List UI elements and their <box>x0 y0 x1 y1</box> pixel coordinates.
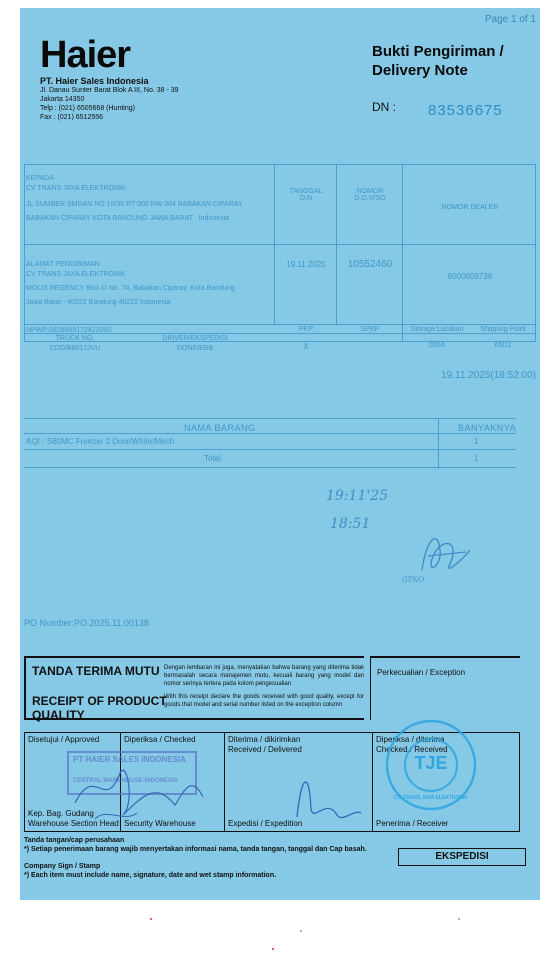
stamp-company: PT HAIER SALES INDONESIA <box>73 755 186 764</box>
total-qty: 1 <box>474 454 479 463</box>
note-id: *) Setiap penerimaan barang wajib menyertakan informasi nama, tanda tangan, tanggal dan Cap basah. <box>24 846 367 853</box>
handwritten-time: 18:51 <box>330 516 371 532</box>
pkp-mark: X <box>303 342 309 351</box>
col-banyaknya: BANYAKNYA <box>458 423 517 433</box>
signature-table <box>24 732 520 832</box>
ekspedisi-label: EKSPEDISI <box>398 848 526 866</box>
customer-address: JL SUMBER SMDAN NO 10/36 RT 006 RW 004 BABAKAN CIPARAY <box>26 201 243 208</box>
divider <box>24 244 536 245</box>
exception-label: Perkecualian / Exception <box>377 668 466 677</box>
divider <box>24 449 516 450</box>
delivered-label: Diterima / dikirimkan Received / Delivered <box>228 735 302 754</box>
title-en: Delivery Note <box>372 62 468 79</box>
driver-name: DONE/EBB <box>176 345 214 352</box>
address-line: Jakarta 14350 <box>40 96 85 103</box>
fax-line: Fax : (021) 6512556 <box>40 114 104 121</box>
customer-country: Indonesia <box>198 215 230 222</box>
stamp-warehouse: CENTRAL WAREHOUSE-INDONESIA <box>73 778 178 784</box>
shipping-header: Shipping Point <box>480 326 526 333</box>
handwritten-date: 19:11'25 <box>326 488 389 504</box>
shipping-value: 65D1 <box>494 342 512 349</box>
storage-header: Storage Location <box>410 326 464 333</box>
scan-margin <box>0 900 540 960</box>
scan-speck <box>150 918 152 920</box>
note-en: *) Each item must include name, signature, date and wet stamp information. <box>24 872 277 879</box>
security-label: Security Warehouse <box>124 819 196 828</box>
print-timestamp: 19.11.2025(18:52:00) <box>441 370 536 381</box>
stamp-tje: TJE <box>414 753 448 773</box>
ship-name: CV TRANS JAYA ELEKTRONIK <box>26 271 126 278</box>
ship-address: Jawa Barat - 40222 Bandung 40222 Indonesia <box>26 299 171 306</box>
exception-box <box>370 656 520 720</box>
receiver-label: Penerima / Receiver <box>376 819 449 828</box>
col-nama-barang: NAMA BARANG <box>184 423 256 433</box>
dn-number: 83536675 <box>428 102 503 119</box>
po-number: PO Number:PO.2025.11.00138 <box>24 618 149 628</box>
item-name: AQI - S60MC Freezer 2 Door/White/Mech <box>26 437 175 446</box>
expedition-signature <box>287 757 367 827</box>
delivery-note-paper <box>20 8 540 900</box>
total-label: Total <box>204 454 221 463</box>
dealer-header: NOMOR DEALER <box>441 204 499 211</box>
company-address <box>40 86 179 122</box>
signature-name: GTNO <box>402 576 425 584</box>
customer-city: BABAKAN CIPARAY KOTA BANDUNG JAWA BARAT <box>26 215 193 222</box>
note-title-en: Company Sign / Stamp <box>24 863 101 870</box>
receipt-title-en: RECEIPT OF PRODUCT QUALITY <box>32 694 167 722</box>
do-number: 10552460 <box>347 259 393 270</box>
truck-number: CDD/B8617JVU <box>49 345 101 352</box>
notes-section <box>24 836 367 880</box>
receipt-section <box>24 656 520 720</box>
haier-logo: Haier <box>40 34 131 76</box>
divider <box>24 324 536 325</box>
company-name: PT. Haier Sales Indonesia <box>40 76 149 86</box>
expedition-label: Expedisi / Expedition <box>228 819 303 828</box>
divider <box>402 164 403 342</box>
dn-label: DN : <box>372 100 396 114</box>
items-table <box>24 418 516 468</box>
driver-header: DRIVER/EKSPEDISI <box>162 335 228 342</box>
ship-address: MOLIS REGENCY Blok D No. 74, Babakan Ciparay, Kota Bandung <box>26 285 235 292</box>
item-qty: 1 <box>474 437 479 446</box>
kepada-label: KEPADA <box>26 175 54 182</box>
alamat-label: ALAMAT PENGIRIMAN <box>26 261 100 268</box>
nomor-header: NOMOR D.O.V/SO <box>354 188 386 202</box>
title-id: Bukti Pengiriman / <box>372 43 504 60</box>
approved-label: Disetujui / Approved <box>28 735 100 744</box>
scan-speck <box>300 930 302 932</box>
dn-date: 19.11.2025 <box>286 260 326 269</box>
address-line: Jl. Danau Sunter Barat Blok A III, No. 38 - 39 <box>40 87 179 94</box>
stamp-ring-text: CV. TRANS JAYA ELEKTRONIK <box>394 795 468 801</box>
customer-address <box>26 214 229 223</box>
warehouse-signatures <box>65 753 225 829</box>
scan-speck <box>272 948 274 950</box>
truck-header: TRUCK NO. <box>55 335 95 342</box>
document-title <box>372 42 504 80</box>
receipt-title-id: TANDA TERIMA MUTU <box>32 664 160 678</box>
tanggal-header: TANGGAL D.N <box>289 188 323 202</box>
warehouse-head-label: Kep. Bag. Gudang Warehouse Section Head <box>28 809 119 828</box>
receipt-desc-en: With this receipt declare the goods received with good quality, except for goods that model and serial number listed on the exception column <box>164 694 364 708</box>
scan-speck <box>458 918 460 920</box>
receipt-box <box>24 656 364 720</box>
note-title-id: Tanda tangan/cap perusahaan <box>24 837 125 844</box>
checked-label: Diperiksa / Checked <box>124 735 196 744</box>
spkp-header: SPKP <box>360 326 380 333</box>
receipt-desc-id: Dengan lembaran ini juga, menyatakan bahwa barang yang diterima tidak bermasalah secara manajemen mutu, kecuali barang yang model dan nomor serinya tertera pada kolom pengecualian <box>164 665 364 687</box>
phone-line: Telp : (021) 6505668 (Hunting) <box>40 105 135 112</box>
page-number: Page 1 of 1 <box>484 14 536 25</box>
dealer-number: 8000609736 <box>447 272 493 281</box>
storage-value: 000A <box>428 342 446 349</box>
pkp-header: PKP <box>298 326 313 333</box>
divider <box>438 419 439 469</box>
npwp: NPWP:0826669172422000 <box>26 327 112 334</box>
customer-name: CV TRANS JAYA ELEKTRONIK <box>26 185 126 192</box>
divider <box>24 433 516 434</box>
received-label: Diperiksa / diterima Checked / Received <box>376 735 448 754</box>
